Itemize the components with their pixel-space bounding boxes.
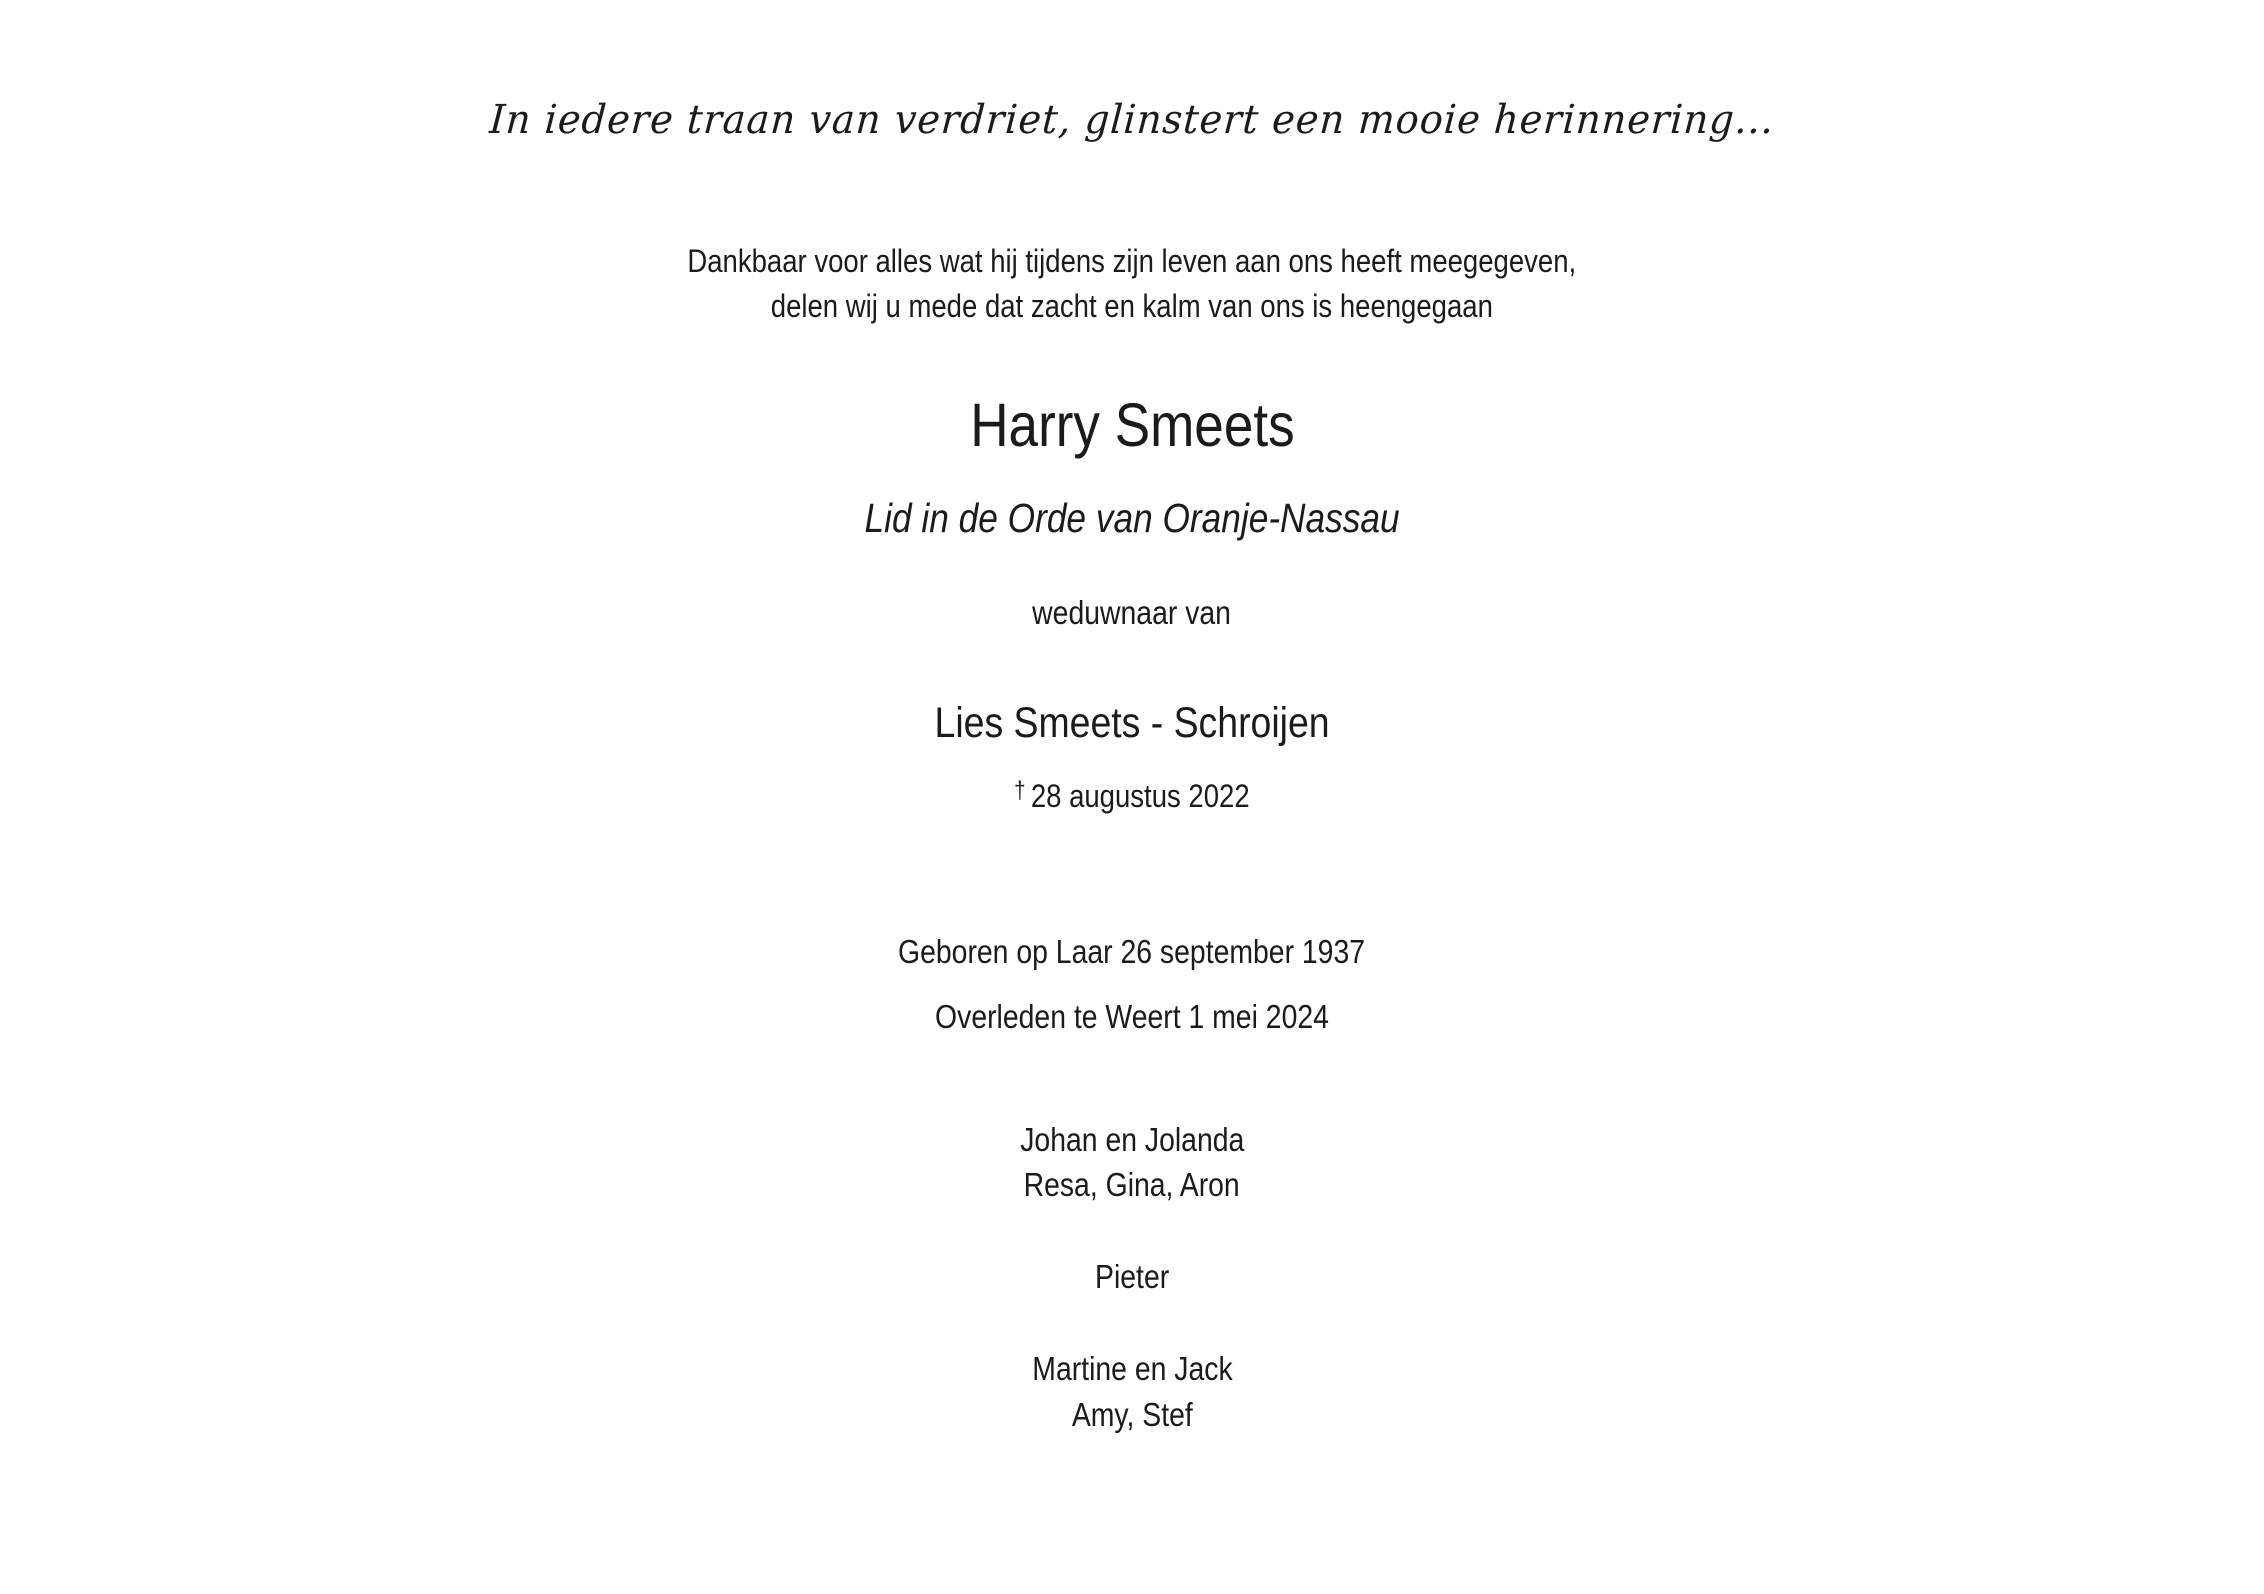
family-line — [0, 1352, 2264, 1385]
deceased-name-text: Harry Smeets — [969, 391, 1295, 459]
family-text: Martine en Jack — [1031, 1350, 1233, 1387]
motto-text: In iedere traan van verdriet, glinstert een mooie herinnering... — [488, 97, 1776, 143]
relation-line — [0, 596, 2264, 629]
family-text: Johan en Jolanda — [1019, 1121, 1245, 1158]
partner-death-wrapper — [1014, 777, 1250, 814]
born-text: Geboren op Laar 26 september 1937 — [898, 933, 1366, 970]
died-text: Overleden te Weert 1 mei 2024 — [935, 998, 1329, 1035]
honor-text: Lid in de Orde van Oranje-Nassau — [864, 495, 1400, 541]
died-line — [0, 1000, 2264, 1033]
motto-line — [0, 97, 2264, 143]
born-line — [0, 935, 2264, 968]
family-line — [0, 1398, 2264, 1431]
family-line — [0, 1260, 2264, 1293]
family-text: Resa, Gina, Aron — [1023, 1166, 1241, 1203]
honor-line — [0, 495, 2264, 541]
deceased-name — [0, 391, 2264, 459]
family-text: Pieter — [1094, 1258, 1170, 1295]
intro-line-2 — [0, 290, 2264, 322]
relation-text: weduwnaar van — [1032, 594, 1232, 631]
intro-text-2: delen wij u mede dat zacht en kalm van ons is heengegaan — [770, 288, 1494, 324]
partner-death-date: 28 augustus 2022 — [1030, 778, 1250, 814]
family-text: Amy, Stef — [1071, 1396, 1193, 1433]
partner-death-line — [0, 777, 2264, 814]
intro-line-1 — [0, 245, 2264, 277]
dagger-icon: † — [1014, 777, 1026, 804]
intro-text-1: Dankbaar voor alles wat hij tijdens zijn leven aan ons heeft meegegeven, — [687, 243, 1577, 279]
partner-name — [0, 699, 2264, 747]
partner-name-text: Lies Smeets - Schroijen — [934, 699, 1330, 747]
family-line — [0, 1168, 2264, 1201]
family-line — [0, 1123, 2264, 1156]
